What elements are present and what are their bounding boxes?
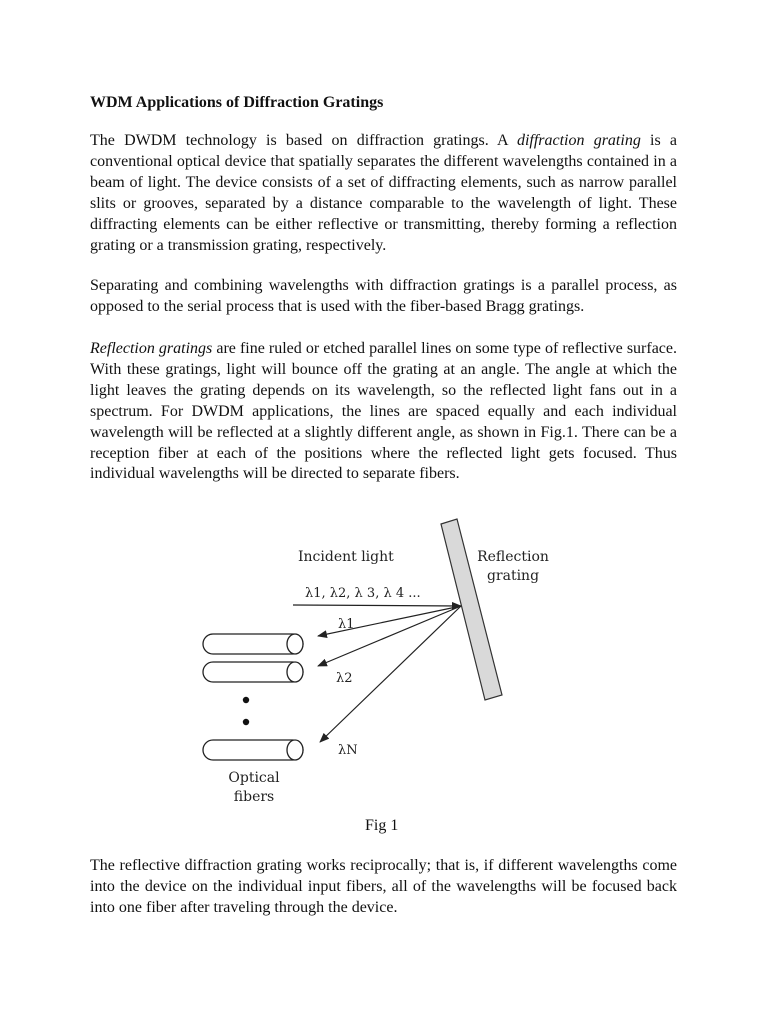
paragraph-separating: Separating and combining wavelengths with diffraction gratings is a parallel process, as opposed to the serial process that is used with the fiber-based Bragg gratings. (90, 277, 677, 315)
lambda-n-label: λN (338, 743, 358, 758)
grating-label-line-2: grating (486, 568, 540, 584)
paragraph-intro-rest: is a conventional optical device that spatially separates the different wavelengths contained in a beam of light. The device consists of a set of diffracting elements, such as narrow parallel slits or grooves, separated by a distance comparable to the wavelength of light. These diffracting elements can be either reflective or transmitting, thereby forming a reflection grating or a transmission grating, respectively. (90, 132, 678, 254)
optical-fiber-2 (203, 662, 303, 682)
optical-fibers-label-line-2: fibers (233, 789, 275, 805)
optical-fiber-1 (203, 634, 303, 654)
incident-light-label: Incident light (298, 549, 394, 565)
incident-wavelengths-label: λ1, λ2, λ 3, λ 4 ... (305, 586, 421, 601)
reflection-grating (441, 519, 502, 700)
paragraph-intro-start: The DWDM technology is based on diffraction gratings. A (90, 132, 517, 149)
grating-label-line-1: Reflection (477, 549, 549, 565)
document-title: WDM Applications of Diffraction Gratings (90, 94, 384, 111)
paragraph-reflection-rest: are fine ruled or etched parallel lines on some type of reflective surface. With these gratings, light will bounce off the grating at an angle. The angle at which the light leaves the grating depends on its wavelength, so the reflected light fans out in a spectrum. For DWDM applications, the lines are spaced equally and each individual wavelength will be reflected at a slightly different angle, as shown in Fig.1. There can be a reception fiber at each of the positions where the reflected light gets focused. Thus individual wavelengths will be directed to separate fibers. (90, 340, 678, 483)
optical-fiber-n (203, 740, 303, 760)
incident-light-arrow (293, 605, 461, 606)
figure-caption: Fig 1 (365, 817, 399, 834)
ellipsis-dot-1 (243, 697, 249, 703)
reflected-arrow-lambda-2 (318, 606, 461, 666)
lambda-2-label: λ2 (336, 671, 353, 686)
optical-fibers-label-line-1: Optical (228, 770, 280, 786)
reflection-gratings-term: Reflection gratings (90, 340, 213, 357)
lambda-1-label: λ1 (338, 617, 355, 632)
diffraction-grating-term: diffraction grating (516, 132, 641, 149)
ellipsis-dot-2 (243, 719, 249, 725)
paragraph-reciprocal: The reflective diffraction grating works reciprocally; that is, if different wavelengths come into the device on the individual input fibers, all of the wavelengths will be focused back into one fiber after traveling through the device. (90, 857, 677, 916)
